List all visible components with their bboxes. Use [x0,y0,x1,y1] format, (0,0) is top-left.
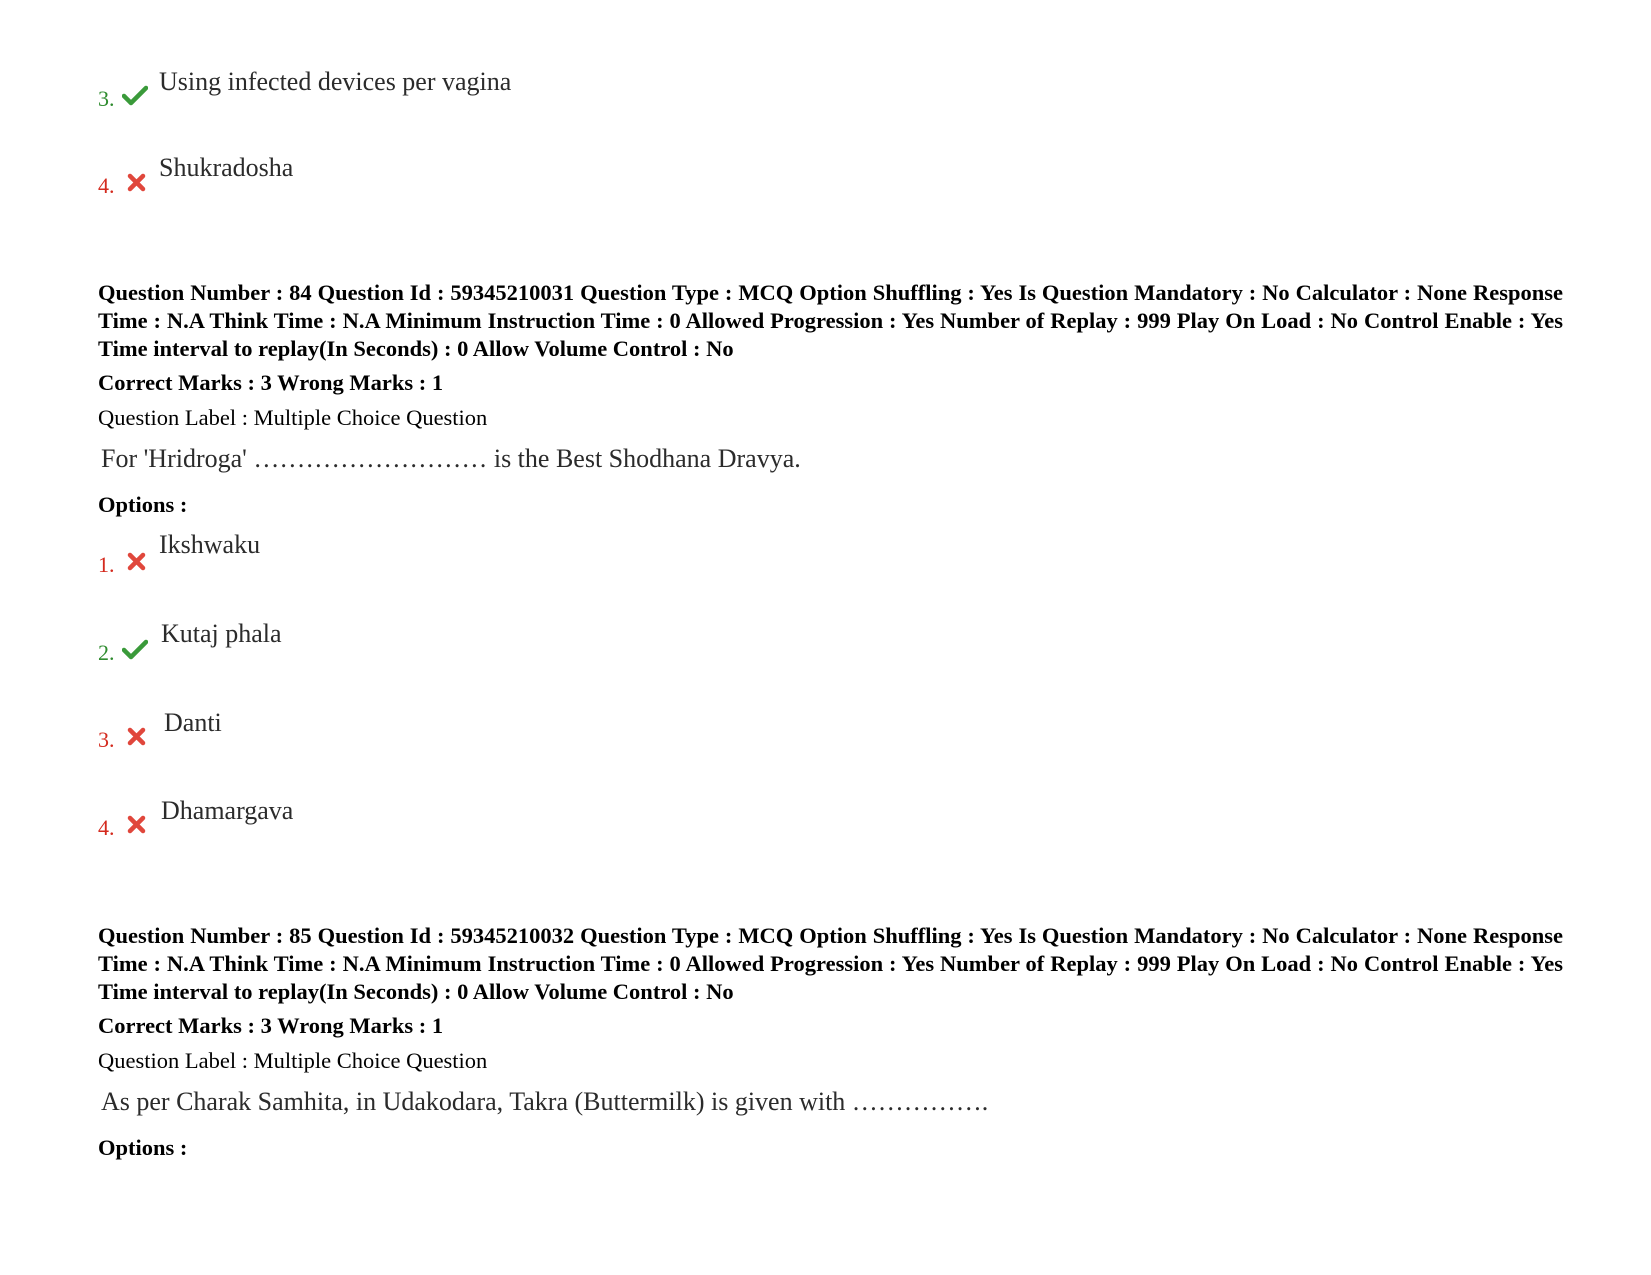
option-text: Ikshwaku [159,530,261,559]
option-number: 3. [98,86,115,111]
question-label: Question Label : Multiple Choice Question [98,405,488,430]
option-text: Using infected devices per vagina [159,67,512,96]
cross-icon [124,172,150,194]
question-marks: Correct Marks : 3 Wrong Marks : 1 [98,370,444,395]
question-meta: Question Number : 85 Question Id : 59345210032 Question Type : MCQ Option Shuffling : Yes Is Question Mandatory : No Calculator : None Response Time : N.A Think Time : N.A Minimum Instruction Time : 0 Allowed Progression : Yes Number of Replay : 999 Play On Load : No Control Enable : Yes Time interval to replay(In Seconds) : 0 Allow Volume Control : No [98,923,1563,1004]
question-text: As per Charak Samhita, in Udakodara, Takra (Buttermilk) is given with ……………. [101,1087,989,1116]
options-heading: Options : [98,492,188,517]
cross-icon [124,726,150,748]
cross-icon [124,551,150,573]
option-text: Shukradosha [159,153,294,182]
question-meta: Question Number : 84 Question Id : 59345210031 Question Type : MCQ Option Shuffling : Yes Is Question Mandatory : No Calculator : None Response Time : N.A Think Time : N.A Minimum Instruction Time : 0 Allowed Progression : Yes Number of Replay : 999 Play On Load : No Control Enable : Yes Time interval to replay(In Seconds) : 0 Allow Volume Control : No [98,280,1563,361]
option-number: 4. [98,815,115,840]
option-text: Danti [164,708,222,737]
option-text: Kutaj phala [161,619,282,648]
check-icon [122,84,148,106]
question-label: Question Label : Multiple Choice Question [98,1048,488,1073]
option-text: Dhamargava [161,796,294,825]
cross-icon [124,814,150,836]
check-icon [122,638,148,660]
question-text: For 'Hridroga' ……………………… is the Best Shodhana Dravya. [101,444,801,473]
option-number: 1. [98,552,115,577]
question-marks: Correct Marks : 3 Wrong Marks : 1 [98,1013,444,1038]
option-number: 2. [98,640,115,665]
option-number: 3. [98,727,115,752]
option-number: 4. [98,173,115,198]
options-heading: Options : [98,1135,188,1160]
